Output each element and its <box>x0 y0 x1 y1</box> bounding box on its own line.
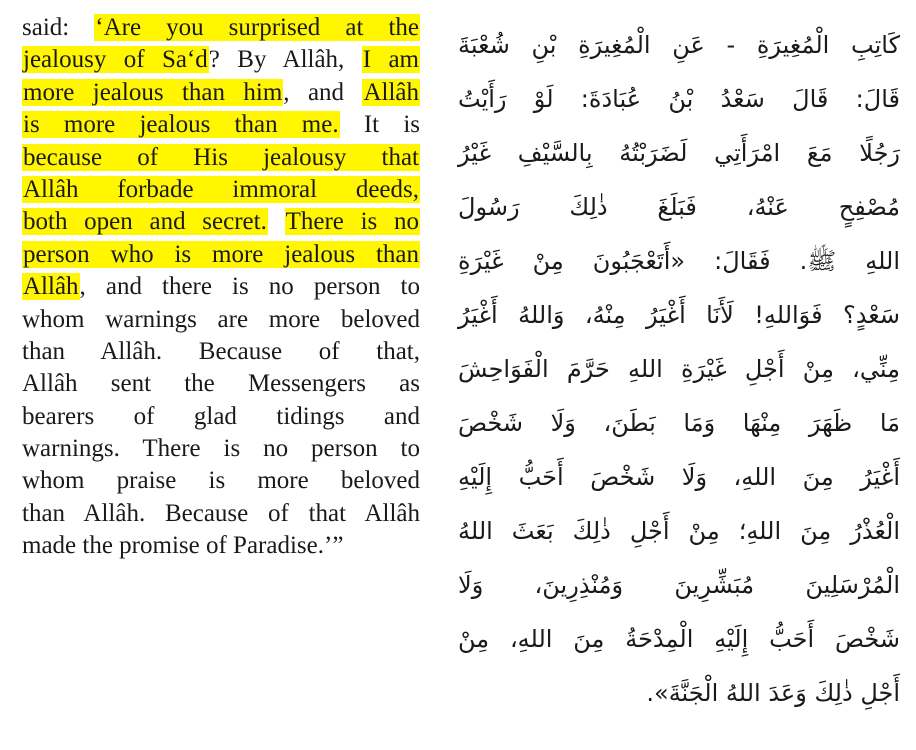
arabic-line: مِنِّي، مِنْ أَجْلِ غَيْرَةِ اللهِ حَرَّمَ الْفَوَاحِشَ <box>458 355 900 383</box>
text-segment: whom praise is more beloved <box>22 467 420 495</box>
text-segment: , and there is no person to <box>79 273 420 301</box>
arabic-line: مُصْفِحٍ عَنْهُ، فَبَلَغَ ذٰلِكَ رَسُولَ <box>458 193 900 221</box>
english-line <box>22 142 420 174</box>
highlighted-text: Allâh <box>363 78 419 106</box>
text-segment: Allâh sent the Messengers as <box>22 370 420 398</box>
arabic-line: شَخْصَ أَحَبُّ إِلَيْهِ الْمِدْحَةُ مِنَ اللهِ، مِنْ <box>458 625 900 653</box>
text-segment: said: <box>22 14 95 41</box>
english-line <box>22 530 420 562</box>
english-line <box>22 498 420 530</box>
english-translation-column <box>22 12 422 563</box>
highlighted-text: both open and secret. <box>23 208 267 236</box>
arabic-line: مَا ظَهَرَ مِنْهَا وَمَا بَطَنَ، وَلَا شَخْصَ <box>458 409 900 437</box>
english-line <box>22 174 420 206</box>
text-segment: than Allâh. Because of that Allâh <box>22 499 420 527</box>
arabic-line: رَجُلًا مَعَ امْرَأَتِي لَضَرَبْتُهُ بِالسَّيْفِ غَيْرُ <box>458 139 900 167</box>
arabic-line: اللهِ ﷺ. فَقَالَ: «أَتَعْجَبُونَ مِنْ غَيْرَةِ <box>458 247 900 275</box>
text-segment: bearers of glad tidings and <box>22 402 420 430</box>
highlighted-text: because of His jealousy that <box>23 143 419 171</box>
arabic-line: أَغْيَرُ مِنَ اللهِ، وَلَا شَخْصَ أَحَبُّ إِلَيْهِ <box>458 463 900 491</box>
english-line <box>22 465 420 497</box>
arabic-line: أَجْلِ ذٰلِكَ وَعَدَ اللهُ الْجَنَّةَ». <box>646 679 900 707</box>
highlighted-text: ‘Are you surprised at the <box>95 14 419 41</box>
text-segment: whom warnings are more beloved <box>22 305 420 333</box>
highlighted-text: I am <box>362 46 419 74</box>
arabic-line: قَالَ: قَالَ سَعْدُ بْنُ عُبَادَةَ: لَوْ رَأَيْتُ <box>458 85 900 113</box>
english-line <box>22 304 420 336</box>
english-line <box>22 401 420 433</box>
english-line <box>22 433 420 465</box>
arabic-line: الْمُرْسَلِينَ مُبَشِّرِينَ وَمُنْذِرِينَ، وَلَا <box>458 571 900 599</box>
highlighted-text: Allâh <box>23 273 79 301</box>
highlighted-text: jealousy of Sa‘d <box>23 46 208 74</box>
english-line <box>22 206 420 238</box>
english-line <box>22 271 420 303</box>
english-line <box>22 77 420 109</box>
highlighted-text: There is no <box>285 208 420 236</box>
text-segment: ? By Allâh, <box>208 46 362 74</box>
text-segment: It is <box>339 111 420 139</box>
english-line <box>22 44 420 76</box>
english-line <box>22 239 420 271</box>
arabic-line: كَاتِبِ الْمُغِيرَةِ - عَنِ الْمُغِيرَةِ بْنِ شُعْبَةَ <box>458 31 900 59</box>
text-segment <box>268 208 285 235</box>
highlighted-text: is more jealous than me. <box>23 111 339 139</box>
arabic-line: الْعُذْرُ مِنَ اللهِ؛ مِنْ أَجْلِ ذٰلِكَ بَعَثَ اللهُ <box>458 517 900 545</box>
english-line <box>22 109 420 141</box>
highlighted-text: Allâh forbade immoral deeds, <box>23 175 419 203</box>
english-line <box>22 12 420 44</box>
english-line <box>22 336 420 368</box>
text-segment: made the promise of Paradise.’” <box>22 532 344 560</box>
highlighted-text: person who is more jealous than <box>23 240 419 268</box>
arabic-text-column <box>458 18 900 720</box>
highlighted-text: more jealous than him <box>23 78 283 106</box>
text-segment: warnings. There is no person to <box>22 435 420 463</box>
arabic-line: سَعْدٍ؟ فَوَاللهِ! لَأَنَا أَغْيَرُ مِنْهُ، وَاللهُ أَغْيَرُ <box>458 301 900 329</box>
english-line <box>22 368 420 400</box>
text-segment: than Allâh. Because of that, <box>22 337 420 365</box>
text-segment: , and <box>283 78 363 106</box>
